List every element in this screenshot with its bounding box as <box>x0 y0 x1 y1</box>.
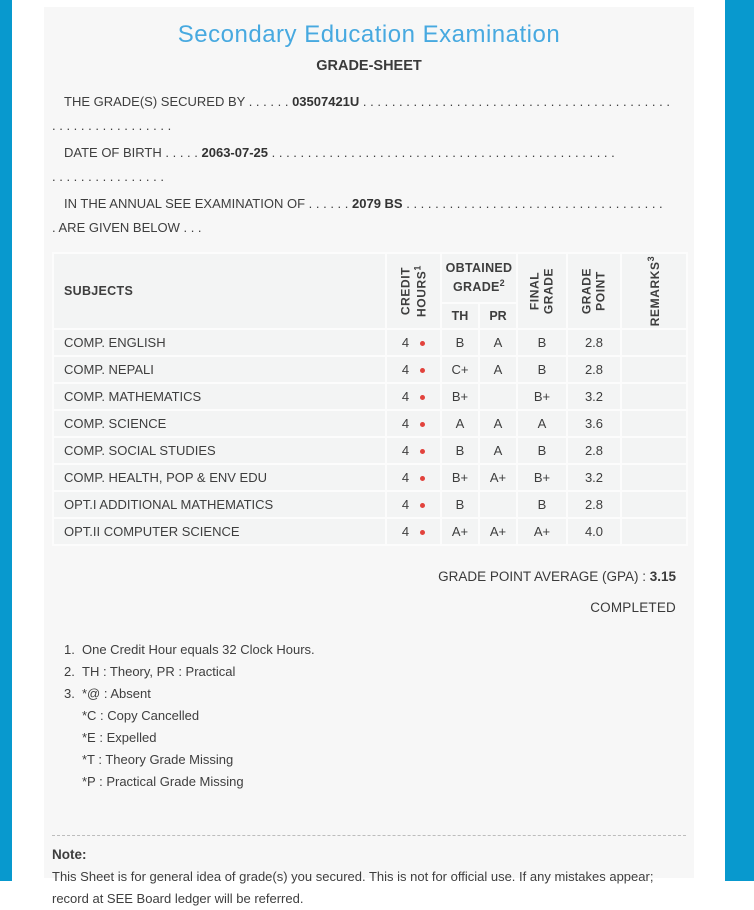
page-title: Secondary Education Examination <box>177 21 561 48</box>
footnote-number: 3. <box>64 686 75 701</box>
credit-hours-value: 4 <box>401 389 410 404</box>
grade-point-cell <box>567 437 621 464</box>
credit-hours-value: 4 <box>401 470 410 485</box>
gpa-label: GRADE POINT AVERAGE (GPA) : <box>438 569 650 584</box>
subject-cell <box>53 329 386 356</box>
credit-line1: CREDIT <box>398 266 413 316</box>
th-grade-cell <box>441 464 479 491</box>
final-grade-value: A+ <box>533 524 551 539</box>
subject-name: COMP. NEPALI <box>64 362 154 377</box>
red-dot-icon <box>420 530 425 535</box>
grade-point-cell <box>567 410 621 437</box>
footnotes-section <box>52 639 686 793</box>
grade-point-cell <box>567 464 621 491</box>
subject-cell <box>53 356 386 383</box>
subject-name: COMP. SCIENCE <box>64 416 167 431</box>
credit-hours-cell <box>386 491 441 518</box>
pr-grade-cell <box>479 464 517 491</box>
column-header-obtained-grade <box>441 253 517 303</box>
footnote-line <box>64 661 686 683</box>
th-grade-value: B <box>455 443 465 458</box>
table-row <box>53 356 687 383</box>
th-grade-value: B+ <box>451 389 469 404</box>
th-grade-cell <box>441 383 479 410</box>
remarks-rotated-label <box>646 256 662 326</box>
final-grade-value: B <box>537 335 547 350</box>
grade-point-line2: POINT <box>594 271 608 311</box>
footnote-text: TH : Theory, PR : Practical <box>82 664 236 679</box>
pr-grade-value: A+ <box>489 524 507 539</box>
footnote-text: *P : Practical Grade Missing <box>82 774 244 789</box>
footnote-text: *E : Expelled <box>82 730 157 745</box>
exam-label: IN THE ANNUAL SEE EXAMINATION OF <box>64 196 306 211</box>
gpa-line <box>52 569 676 584</box>
remarks-cell <box>621 410 687 437</box>
credit-hours-rotated-label <box>398 265 429 317</box>
remarks-cell <box>621 464 687 491</box>
exam-year-value: 2079 BS <box>352 196 403 211</box>
grade-point-cell <box>567 491 621 518</box>
dots: . . . . . . <box>248 94 289 109</box>
grade-point-cell <box>567 356 621 383</box>
subject-cell <box>53 437 386 464</box>
note-text: This Sheet is for general idea of grade(s) you secured. This is not for official use. If any mistakes appear; record at SEE Board ledger will be referred. <box>52 869 654 906</box>
credit-line2: HOURS <box>414 270 429 317</box>
red-dot-icon <box>420 449 425 454</box>
table-row <box>53 437 687 464</box>
footnote-line <box>64 727 686 749</box>
subject-cell <box>53 383 386 410</box>
date-of-birth-lines <box>52 141 686 189</box>
footnote-number: 2. <box>64 664 75 679</box>
grades-secured-by-lines <box>52 90 686 138</box>
table-row <box>53 383 687 410</box>
grades-table-body <box>53 329 687 545</box>
subject-name: COMP. SOCIAL STUDIES <box>64 443 216 458</box>
final-grade-cell <box>517 437 567 464</box>
exam-year-line <box>52 192 686 216</box>
dots: . . . . . . . . . . . . . . . . . . . . . . . . . . . . . . . . . . . . . . . . . . . <box>362 94 670 109</box>
remarks-cell <box>621 437 687 464</box>
note-label: Note: <box>52 847 87 862</box>
obtained-footnote-sup: 2 <box>499 277 505 288</box>
credit-hours-cell <box>386 383 441 410</box>
subject-name: COMP. ENGLISH <box>64 335 166 350</box>
grades-label: THE GRADE(S) SECURED BY <box>64 94 246 109</box>
pr-grade-cell <box>479 356 517 383</box>
grade-point-cell <box>567 383 621 410</box>
table-row <box>53 491 687 518</box>
final-grade-value: B+ <box>533 470 551 485</box>
th-grade-cell <box>441 329 479 356</box>
red-dot-icon <box>420 503 425 508</box>
red-dot-icon <box>420 341 425 346</box>
dots: . . . . . <box>165 145 198 160</box>
remarks-cell <box>621 491 687 518</box>
final-grade-cell <box>517 383 567 410</box>
footnote-text: *C : Copy Cancelled <box>82 708 200 723</box>
dots: . . . . . . . . . . . . . . . . . . . . . . . . . . . . . . . . . . . . <box>406 196 663 211</box>
final-grade-cell <box>517 356 567 383</box>
final-grade-cell <box>517 329 567 356</box>
table-row <box>53 329 687 356</box>
final-grade-value: A <box>537 416 547 431</box>
grade-point-value: 2.8 <box>584 362 604 377</box>
footnote-line <box>64 749 686 771</box>
grade-point-cell <box>567 329 621 356</box>
result-status: COMPLETED <box>590 600 676 615</box>
pr-grade-cell <box>479 491 517 518</box>
remarks-footnote-sup: 3 <box>645 255 656 262</box>
grades-table-header <box>53 253 687 329</box>
dob-label: DATE OF BIRTH <box>64 145 162 160</box>
final-grade-cell <box>517 518 567 545</box>
final-grade-value: B+ <box>533 389 551 404</box>
final-grade-value: B <box>537 362 547 377</box>
pr-grade-value: A <box>493 443 503 458</box>
student-info <box>52 90 686 240</box>
pr-grade-cell <box>479 518 517 545</box>
grade-sheet-card <box>44 7 694 906</box>
exam-year-lines <box>52 192 686 240</box>
gpa-value: 3.15 <box>649 569 676 584</box>
credit-hours-value: 4 <box>401 416 410 431</box>
pr-grade-value: A <box>493 416 503 431</box>
pr-grade-cell <box>479 437 517 464</box>
subject-name: COMP. MATHEMATICS <box>64 389 202 404</box>
footnote-text: *T : Theory Grade Missing <box>82 752 234 767</box>
final-grade-value: B <box>537 443 547 458</box>
footnote-text: One Credit Hour equals 32 Clock Hours. <box>82 642 315 657</box>
grade-point-value: 4.0 <box>584 524 604 539</box>
subject-name: COMP. HEALTH, POP & ENV EDU <box>64 470 267 485</box>
date-of-birth-line <box>52 141 686 165</box>
th-grade-cell <box>441 410 479 437</box>
grade-point-cell <box>567 518 621 545</box>
th-grade-value: A <box>455 416 465 431</box>
subject-cell <box>53 491 386 518</box>
footnote-number: 1. <box>64 642 75 657</box>
remarks-cell <box>621 329 687 356</box>
final-line1: FINAL <box>527 271 542 311</box>
remarks-cell <box>621 356 687 383</box>
grade-point-value: 3.2 <box>584 389 604 404</box>
symbol-number-value: 03507421U <box>292 94 360 109</box>
grade-point-value: 3.2 <box>584 470 604 485</box>
footnote-line <box>64 639 686 661</box>
table-row <box>53 410 687 437</box>
th-grade-cell <box>441 356 479 383</box>
grades-secured-by-line <box>52 90 686 114</box>
pr-grade-cell <box>479 329 517 356</box>
credit-hours-value: 4 <box>401 524 410 539</box>
grade-point-rotated-label <box>580 268 609 314</box>
red-dot-icon <box>420 368 425 373</box>
subject-cell <box>53 464 386 491</box>
grade-point-line1: GRADE <box>579 267 594 315</box>
table-row <box>53 518 687 545</box>
credit-hours-value: 4 <box>401 497 410 512</box>
credit-hours-cell <box>386 329 441 356</box>
credit-hours-cell <box>386 464 441 491</box>
dashed-divider <box>52 835 686 836</box>
footnote-line <box>64 683 686 705</box>
column-header-th: TH <box>441 303 479 329</box>
credit-hours-value: 4 <box>401 362 410 377</box>
th-grade-value: B <box>455 497 465 512</box>
grade-point-value: 2.8 <box>584 497 604 512</box>
final-line2: GRADE <box>542 267 556 315</box>
final-grade-cell <box>517 464 567 491</box>
exam-wrap-line: . ARE GIVEN BELOW . . . <box>52 220 202 235</box>
pr-grade-value: A <box>493 362 503 377</box>
dob-value: 2063-07-25 <box>201 145 269 160</box>
footnote-line <box>64 705 686 727</box>
page-border-left <box>0 0 12 881</box>
pr-grade-value: A+ <box>489 470 507 485</box>
credit-footnote-sup: 1 <box>412 265 423 271</box>
credit-hours-cell <box>386 437 441 464</box>
grade-point-value: 2.8 <box>584 335 604 350</box>
column-header-grade-point <box>567 253 621 329</box>
red-dot-icon <box>420 395 425 400</box>
column-header-final-grade <box>517 253 567 329</box>
credit-hours-cell <box>386 410 441 437</box>
final-grade-value: B <box>537 497 547 512</box>
credit-hours-cell <box>386 518 441 545</box>
th-grade-value: A+ <box>451 524 469 539</box>
pr-grade-cell <box>479 410 517 437</box>
footnote-text: *@ : Absent <box>82 686 151 701</box>
final-grade-cell <box>517 410 567 437</box>
final-grade-cell <box>517 491 567 518</box>
final-grade-rotated-label <box>528 268 557 314</box>
grade-point-value: 2.8 <box>584 443 604 458</box>
th-grade-cell <box>441 518 479 545</box>
subject-name: OPT.I ADDITIONAL MATHEMATICS <box>64 497 274 512</box>
dob-wrap-dots: . . . . . . . . . . . . . . . . <box>52 169 164 184</box>
grades-wrap-dots: . . . . . . . . . . . . . . . . . <box>52 118 172 133</box>
dots: . . . . . . <box>308 196 349 211</box>
th-grade-value: C+ <box>451 362 469 377</box>
credit-hours-value: 4 <box>401 443 410 458</box>
summary-section <box>52 569 686 615</box>
red-dot-icon <box>420 476 425 481</box>
remarks-label: REMARKS <box>647 261 662 327</box>
dots: . . . . . . . . . . . . . . . . . . . . . . . . . . . . . . . . . . . . . . . . . . . . . . . . <box>271 145 615 160</box>
subject-cell <box>53 410 386 437</box>
th-grade-cell <box>441 491 479 518</box>
remarks-cell <box>621 518 687 545</box>
pr-grade-cell <box>479 383 517 410</box>
obtained-line2: GRADE <box>453 280 500 295</box>
grade-point-value: 3.6 <box>584 416 604 431</box>
column-header-subjects: SUBJECTS <box>53 253 386 329</box>
column-header-credit-hours <box>386 253 441 329</box>
obtained-line1: OBTAINED <box>445 261 513 276</box>
pr-grade-value: A <box>493 335 503 350</box>
column-header-pr: PR <box>479 303 517 329</box>
th-grade-value: B+ <box>451 470 469 485</box>
page-border-right <box>725 0 754 881</box>
th-grade-value: B <box>455 335 465 350</box>
subject-cell <box>53 518 386 545</box>
page-subtitle: GRADE-SHEET <box>316 58 422 74</box>
credit-hours-value: 4 <box>401 335 410 350</box>
grades-table <box>52 252 688 546</box>
red-dot-icon <box>420 422 425 427</box>
table-row <box>53 464 687 491</box>
credit-hours-cell <box>386 356 441 383</box>
th-grade-cell <box>441 437 479 464</box>
remarks-cell <box>621 383 687 410</box>
column-header-remarks <box>621 253 687 329</box>
footnote-line <box>64 771 686 793</box>
subject-name: OPT.II COMPUTER SCIENCE <box>64 524 240 539</box>
